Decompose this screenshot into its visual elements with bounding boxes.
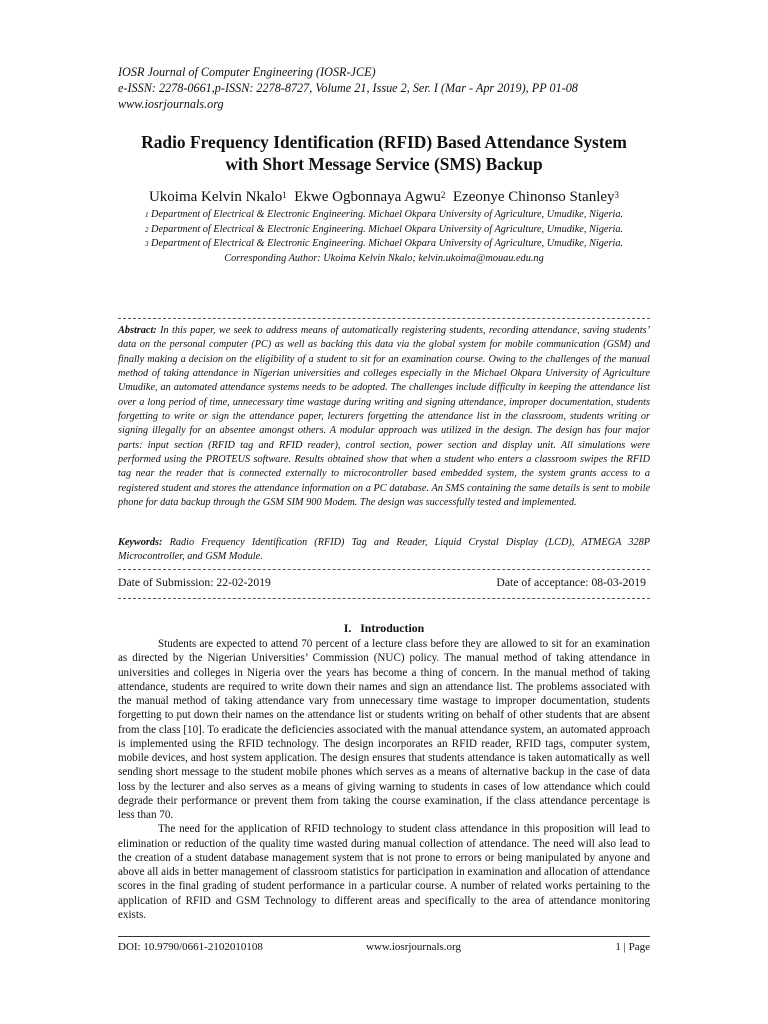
divider-line <box>118 569 650 570</box>
acceptance-date: Date of acceptance: 08-03-2019 <box>496 576 646 589</box>
divider-line <box>118 318 650 319</box>
footer-doi: DOI: 10.9790/0661-2102010108 <box>118 941 263 953</box>
author-list <box>100 188 668 207</box>
footer-page-number: 1 | Page <box>615 941 650 953</box>
abstract-label: Abstract: <box>118 325 157 336</box>
footer-website: www.iosrjournals.org <box>366 941 462 953</box>
affiliation-text: Department of Electrical & Electronic Engineering. Michael Okpara University of Agriculture, Umudike, Nigeria. <box>151 238 624 249</box>
section-heading <box>118 621 650 635</box>
title-line-2: with Short Message Service (SMS) Backup <box>225 154 543 174</box>
keywords <box>118 536 650 565</box>
affiliation <box>118 208 650 223</box>
abstract-text: In this paper, we seek to address means of automatically registering students, recording attendance, saving students’ data on the personal computer (PC) as well as backing this data via the global system for mobile communication (GSM) and finally making a decision on the eligibility of a student to sit for an examination course. Owing to the challenges of the manual method of taking attendance in Nigerian universities and colleges especially in the Michael Okpara University of Agriculture Umudike, an automated attendance systems needs to be adopted. The challenges include difficulty in keeping the attendance list over a long period of time, unnecessary time wastage during writing and signing attendance, improper documentation, students forgetting to write or sign the attendance paper, lecturers forgetting the attendance list in the classroom, students writing or signing illegally for an absentee amongst others. A modular approach was utilized in the design. The design has four major parts: input section (RFID tag and RFID reader), control section, power section and display unit. All simulations were performed using the PROTEUS software. Results obtained show that when a student who enters a classroom swipes the RFID tag near the reader that is connected externally to microcontroller based embedded system, the system grants access to a registered student and stores the attendance information on a PC database. An SMS containing the same details is sent to mobile phone for data backup through the GSM SIM 900 Modem. The design was successfully tested and implemented. <box>118 325 650 509</box>
section-number: I. <box>343 621 352 635</box>
body-paragraph: Students are expected to attend 70 percent of a lecture class before they are allowed to sit for an examination as directed by the Nigerian Universities’ Commission (NUC) policy. The manual method of taking attendance in universities and colleges in Nigeria over the years has become a thing of concern. In the manual method of taking attendance, students are required to write down their names and sign an attendance list. The problems associated with the manual method of taking attendance vary from unnecessary time wastage to improper documentation, students forgetting to put down their names on the attendance list or students writing on behalf of other students that are absent from the class [10]. To eradicate the deficiencies associated with the manual attendance system, an automated approach is implemented using the RFID technology. The design incorporates an RFID reader, RFID tags, computer system, mobile devices, and host system application. The design ensures that students attendance is taken automatically as well sending short message to the student mobile phones which serves as a means of alternative backup in the case of data loss by the lecturer and also serves as a means of giving warning to students in cases of low attendance which could degrade their performance or prevent them from taking the course examination, if the class attendance percentage is less than 70. <box>118 638 650 821</box>
body-paragraph: The need for the application of RFID technology to student class attendance in this proposition will lead to elimination or reduction of the quality time wasted during manual collection of attendance. The need will also lead to the creation of a student database management system that is not prone to errors or being manipulated by anyone and above all aids in better management of classroom statistics for participation in examination and allocation of attendance scores in the final grading of student performance in a particular course. A number of related works pertaining to the application of RFID and GSM Technology to different areas and specifically to the area of attendance monitoring exists. <box>118 823 650 921</box>
affiliation <box>118 223 650 238</box>
affiliations <box>118 208 650 266</box>
submission-date: Date of Submission: 22-02-2019 <box>118 576 271 589</box>
corresponding-author: Corresponding Author: Ukoima Kelvin Nkalo; kelvin.ukoima@mouau.edu.ng <box>224 252 544 264</box>
author-name: Ekwe Ogbonnaya Agwu <box>294 189 441 205</box>
title-line-1: Radio Frequency Identification (RFID) Based Attendance System <box>141 132 627 152</box>
author-name: Ukoima Kelvin Nkalo <box>148 189 283 205</box>
paper-title <box>100 131 668 175</box>
affiliation-sup: 2 <box>144 225 149 234</box>
keywords-label: Keywords: <box>118 537 163 548</box>
journal-name: IOSR Journal of Computer Engineering (IOSR-JCE) <box>118 65 376 79</box>
journal-issn: e-ISSN: 2278-0661,p-ISSN: 2278-8727, Volume 21, Issue 2, Ser. I (Mar - Apr 2019), PP 01-08 <box>118 81 578 95</box>
footer-divider <box>118 936 650 937</box>
abstract <box>118 324 650 510</box>
author-sup: 2 <box>440 190 446 200</box>
author-name: Ezeonye Chinonso Stanley <box>452 189 615 205</box>
section-body <box>118 637 650 922</box>
affiliation <box>118 237 650 252</box>
author-sup: 1 <box>282 190 287 200</box>
journal-header <box>118 64 658 112</box>
divider-line <box>118 598 650 599</box>
keywords-text: Radio Frequency Identification (RFID) Tag and Reader, Liquid Crystal Display (LCD), ATMEGA 328P Microcontroller, and GSM Module. <box>118 537 650 563</box>
affiliation-sup: 3 <box>144 240 149 248</box>
affiliation-text: Department of Electrical & Electronic Engineering. Michael Okpara University of Agriculture, Umudike, Nigeria. <box>151 209 624 220</box>
affiliation-sup: 1 <box>144 211 149 219</box>
author-sup: 3 <box>614 190 620 200</box>
section-title: Introduction <box>360 621 425 635</box>
affiliation-text: Department of Electrical & Electronic Engineering. Michael Okpara University of Agriculture, Umudike, Nigeria. <box>151 223 624 235</box>
journal-website: www.iosrjournals.org <box>118 97 224 111</box>
